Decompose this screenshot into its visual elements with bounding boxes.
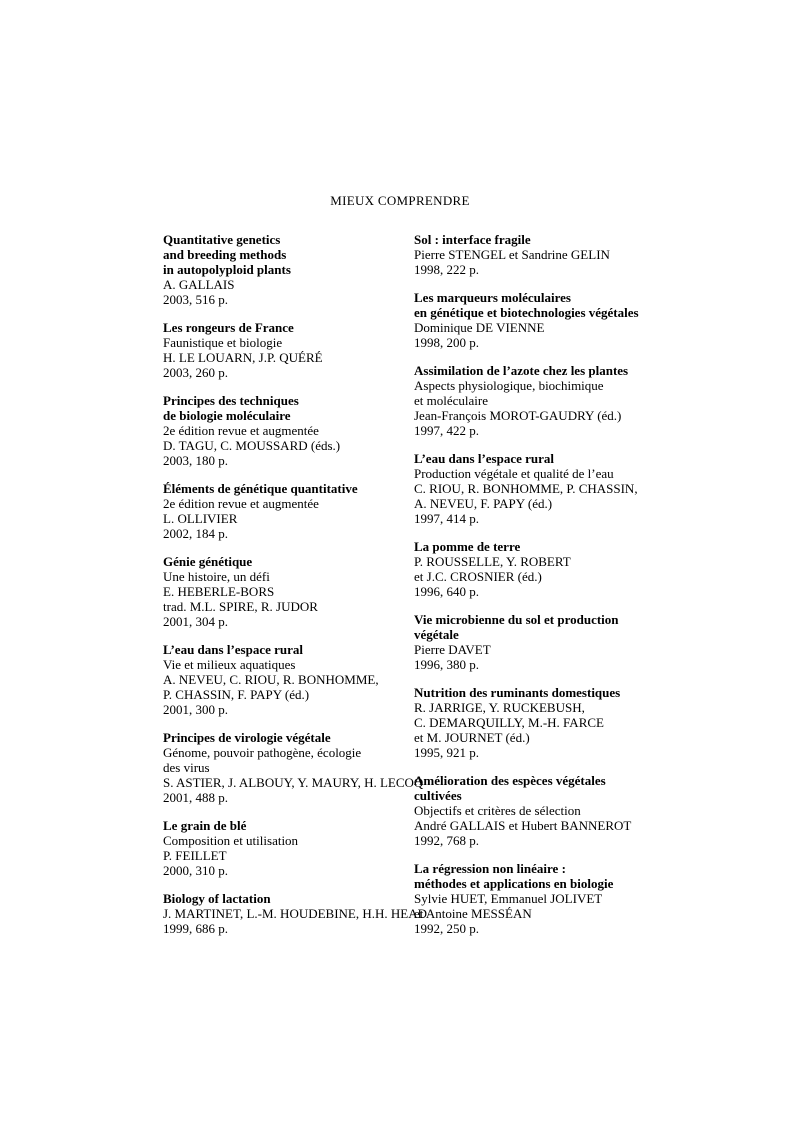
book-detail-line: C. DEMARQUILLY, M.-H. FARCE xyxy=(414,715,604,730)
book-detail-line: 2000, 310 p. xyxy=(163,863,228,878)
book-detail-line: Aspects physiologique, biochimique xyxy=(414,378,604,393)
book-title: Les marqueurs moléculaires en génétique et biotechnologies végétales xyxy=(414,290,639,320)
book-detail-line: 1995, 921 p. xyxy=(414,745,479,760)
book-detail-line: 2e édition revue et augmentée xyxy=(163,496,319,511)
book-detail-line: Vie et milieux aquatiques xyxy=(163,657,296,672)
book-entry xyxy=(414,290,654,350)
book-detail-line: P. FEILLET xyxy=(163,848,227,863)
book-title: Assimilation de l’azote chez les plantes xyxy=(414,363,629,378)
book-detail-line: 2003, 260 p. xyxy=(163,365,228,380)
book-detail-line: 1998, 200 p. xyxy=(414,335,479,350)
book-entry xyxy=(163,891,428,936)
book-detail-line: 1992, 768 p. xyxy=(414,833,479,848)
book-title: Biology of lactation xyxy=(163,891,271,906)
book-detail-line: E. HEBERLE-BORS xyxy=(163,584,275,599)
book-title: Sol : interface fragile xyxy=(414,232,531,247)
book-title: Les rongeurs de France xyxy=(163,320,294,335)
book-detail-line: J. MARTINET, L.-M. HOUDEBINE, H.H. HEAD xyxy=(163,906,428,921)
book-entry xyxy=(163,730,424,805)
book-detail-line: André GALLAIS et Hubert BANNEROT xyxy=(414,818,632,833)
book-detail-line: Une histoire, un défi xyxy=(163,569,270,584)
book-detail-line: Production végétale et qualité de l’eau xyxy=(414,466,614,481)
book-title: Éléments de génétique quantitative xyxy=(163,481,358,496)
book-entry xyxy=(163,393,408,468)
book-detail-line: Faunistique et biologie xyxy=(163,335,283,350)
book-entry xyxy=(414,232,654,277)
book-detail-line: Pierre STENGEL et Sandrine GELIN xyxy=(414,247,610,262)
book-detail-line: Objectifs et critères de sélection xyxy=(414,803,581,818)
book-title: L’eau dans l’espace rural xyxy=(163,642,303,657)
book-entry xyxy=(163,554,408,629)
book-detail-line: 2e édition revue et augmentée xyxy=(163,423,319,438)
book-title: Nutrition des ruminants domestiques xyxy=(414,685,621,700)
book-detail-line: et M. JOURNET (éd.) xyxy=(414,730,530,745)
book-detail-line: 2003, 516 p. xyxy=(163,292,228,307)
book-title: Amélioration des espèces végétales cultivées xyxy=(414,773,606,803)
book-entry xyxy=(163,642,408,717)
book-detail-line: C. RIOU, R. BONHOMME, P. CHASSIN, xyxy=(414,481,638,496)
book-entry xyxy=(163,818,408,878)
left-column xyxy=(163,232,428,949)
book-detail-line: 1997, 422 p. xyxy=(414,423,479,438)
book-detail-line: A. NEVEU, C. RIOU, R. BONHOMME, xyxy=(163,672,379,687)
book-detail-line: 2001, 300 p. xyxy=(163,702,228,717)
book-entry xyxy=(414,539,654,599)
book-detail-line: Composition et utilisation xyxy=(163,833,299,848)
book-detail-line: A. GALLAIS xyxy=(163,277,235,292)
book-detail-line: A. NEVEU, F. PAPY (éd.) xyxy=(414,496,553,511)
book-detail-line: 2001, 488 p. xyxy=(163,790,228,805)
book-title: L’eau dans l’espace rural xyxy=(414,451,554,466)
book-detail-line: D. TAGU, C. MOUSSARD (éds.) xyxy=(163,438,341,453)
book-detail-line: 2001, 304 p. xyxy=(163,614,228,629)
book-detail-line: R. JARRIGE, Y. RUCKEBUSH, xyxy=(414,700,585,715)
book-detail-line: 1999, 686 p. xyxy=(163,921,228,936)
book-title: Vie microbienne du sol et production végétale xyxy=(414,612,619,642)
book-detail-line: Sylvie HUET, Emmanuel JOLIVET xyxy=(414,891,603,906)
book-detail-line: 1997, 414 p. xyxy=(414,511,479,526)
book-entry xyxy=(163,481,408,541)
book-entry xyxy=(414,363,654,438)
book-title: Principes des techniques de biologie moléculaire xyxy=(163,393,299,423)
book-title: Quantitative genetics and breeding methods in autopolyploid plants xyxy=(163,232,291,277)
book-entry xyxy=(163,232,408,307)
book-detail-line: 1998, 222 p. xyxy=(414,262,479,277)
book-detail-line: Dominique DE VIENNE xyxy=(414,320,545,335)
book-detail-line: Jean-François MOROT-GAUDRY (éd.) xyxy=(414,408,622,423)
book-detail-line: 1996, 640 p. xyxy=(414,584,479,599)
book-title: La pomme de terre xyxy=(414,539,521,554)
book-detail-line: 1996, 380 p. xyxy=(414,657,479,672)
book-entry xyxy=(414,612,654,672)
book-detail-line: S. ASTIER, J. ALBOUY, Y. MAURY, H. LECOQ xyxy=(163,775,424,790)
book-entry xyxy=(414,861,654,936)
book-detail-line: Génome, pouvoir pathogène, écologie xyxy=(163,745,362,760)
book-detail-line: P. CHASSIN, F. PAPY (éd.) xyxy=(163,687,310,702)
book-detail-line: L. OLLIVIER xyxy=(163,511,238,526)
book-detail-line: 2003, 180 p. xyxy=(163,453,228,468)
book-detail-line: 1992, 250 p. xyxy=(414,921,479,936)
book-detail-line: 2002, 184 p. xyxy=(163,526,228,541)
book-title: Génie génétique xyxy=(163,554,253,569)
book-title: Le grain de blé xyxy=(163,818,247,833)
book-detail-line: et J.C. CROSNIER (éd.) xyxy=(414,569,542,584)
book-entry xyxy=(163,320,408,380)
book-detail-line: P. ROUSSELLE, Y. ROBERT xyxy=(414,554,571,569)
book-entry xyxy=(414,685,654,760)
book-entry xyxy=(414,773,654,848)
book-detail-line: des virus xyxy=(163,760,210,775)
book-detail-line: Pierre DAVET xyxy=(414,642,491,657)
book-detail-line: et Antoine MESSÉAN xyxy=(414,906,532,921)
book-title: Principes de virologie végétale xyxy=(163,730,331,745)
right-column xyxy=(414,232,654,949)
book-entry xyxy=(414,451,654,526)
book-title: La régression non linéaire : méthodes et applications en biologie xyxy=(414,861,614,891)
book-detail-line: H. LE LOUARN, J.P. QUÉRÉ xyxy=(163,350,323,365)
series-title: MIEUX COMPRENDRE xyxy=(330,193,470,208)
book-detail-line: et moléculaire xyxy=(414,393,488,408)
book-detail-line: trad. M.L. SPIRE, R. JUDOR xyxy=(163,599,318,614)
